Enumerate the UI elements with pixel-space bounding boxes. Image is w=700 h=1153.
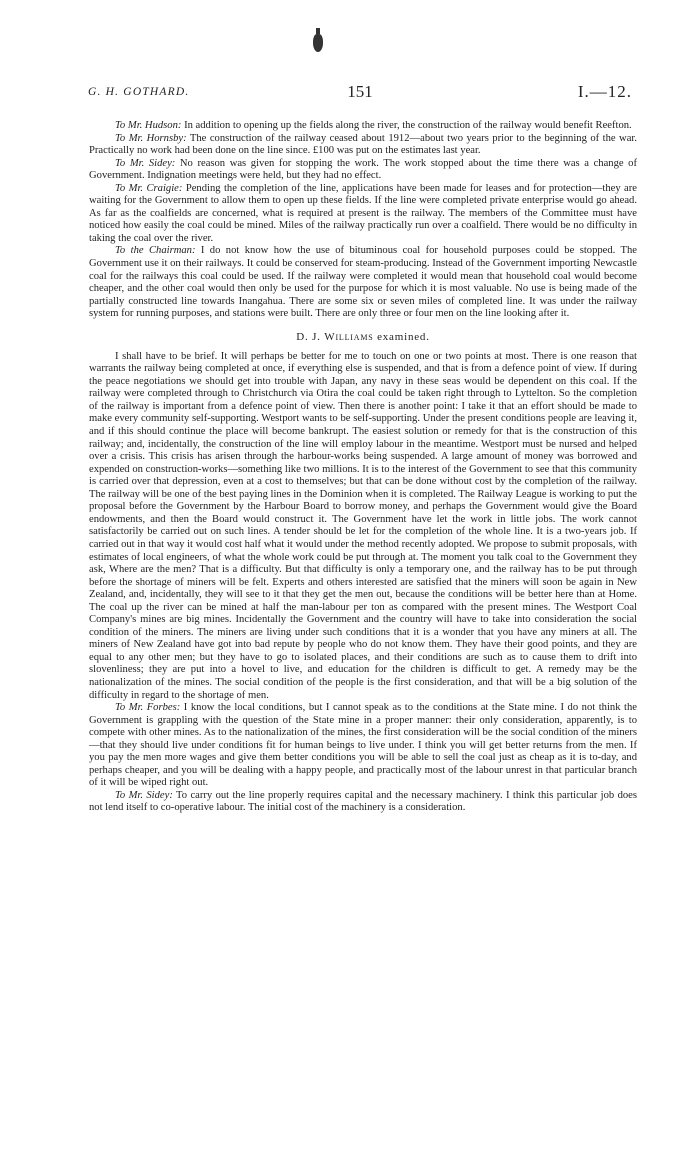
paragraph-text: In addition to opening up the fields along the river, the construction of the railway would benefit Reefton. xyxy=(181,120,632,131)
paragraph xyxy=(89,120,637,133)
paragraph-text: I shall have to be brief. It will perhaps be better for me to touch on one or two points at most. There is one reason that warrants the railway being completed at once, if everything else is suspended, and that is from a defence point of view. If during the peace negotiations we should get into trouble with Japan, any navy in these seas would be dependent on this coal. If the railway were completed through to Christchurch via Otira the coal could be taken right through to Lyttelton. So the completion of the railway is important from a defence point of view. Then there is another point: I take it that an effort should be made to make every community self-supporting. Westport wants to be self-supporting. Under the present conditions people are leaving it, and if this should continue the place will become bankrupt. The easiest solution or remedy for that is the construction of this railway; and, incidentally, the construction of the line will employ labour in the meantime. Westport must be nursed and helped over a crisis. This crisis has arisen through the harbour-works being suspended. A large amount of money was borrowed and expended on construction-works—something like two millions. It is to the interest of the Government to see that this community is carried over that depression, even at a cost to themselves; but that can be done without cost by the completion of the railway. The railway will be one of the best paying lines in the Dominion when it is completed. The Railway League is working to put the proposal before the Government by the Harbour Board to borrow money, and perhaps the Government would give the Board endowments, and then the Board would construct it. The Government have let the work in little jobs. The work cannot satisfactorily be carried out on such lines. A tender should be let for the completion of the whole line. It is a two-years job. If carried out in that way it would cost half what it would under the method recently adopted. We propose to submit proposals, with estimates of local engineers, of what the whole work could be put through at. The moment you talk coal to the Government they ask, Where are the men? That is a difficulty. But that difficulty is only a temporary one, and the railway has to be put through before the shortage of miners will be felt. Experts and others interested are satisfied that the miners will soon be again in New Zealand, and, incidentally, they will see to it that they get the men out, because the conditions will be better here than at Home. The coal up the river can be mined at half the man-labour per ton as compared with the present mines. The Westport Coal Company's mines are big mines. Incidentally the Government and the country will have to take into consideration the social condition of the miners. The miners are living under such conditions that it is a wonder that you have any miners at all. The miners of New Zealand have got into bad repute by people who do not know them. They have their good points, and they are equal to any other men; but they have to go to isolated places, and their conditions are such as to cause them to drift into slovenliness; they are put into a hovel to live, and education for the children is difficult to get. A remedy may be the nationalization of the mines. The social condition of the people is the first consideration, and that will be a big solution of the difficulty in regard to the shortage of men. xyxy=(89,350,637,701)
paragraph-text: Pending the completion of the line, applications have been made for leases and for protection—they are waiting for the Government to allow them to open up these fields. If the line were completed private enterprise would go ahead. As far as the coalfields are concerned, what is required at present is the railway. The members of the Committee must have noticed how easily the coal could be mined. Miles of the railway practically run over a coalfield. There would be no difficulty in taking the coal over the river. xyxy=(89,182,637,244)
report-reference: I.—12. xyxy=(577,82,632,101)
testimony-section-williams xyxy=(89,351,637,815)
paragraph xyxy=(89,245,637,320)
speaker-label: To Mr. Craigie: xyxy=(115,182,183,194)
witness-heading xyxy=(89,331,637,343)
paragraph-text: I know the local conditions, but I cannot speak as to the conditions at the State mine. I do not think the Government is grappling with the question of the State mine in a proper manner: their only consideration, apparently, is to compete with other mines. As to the nationalization of the mines, the first consideration will be the social condition of the miners—that they should live under conditions fit for human beings to live under. I think you will get better returns from the men. If you pay the men more wages and give them better conditions you will be able to sell the coal just as cheap as it is to-day, and perhaps cheaper, and you will be dealing with a happy people, and practically most of the labour unrest in that particular branch of it will be wiped right out. xyxy=(89,702,637,789)
page-number: 151 xyxy=(347,82,373,101)
paragraph xyxy=(89,790,637,815)
paragraph-text: I do not know how the use of bituminous coal for household purposes could be stopped. The Government use it on their railways. It could be conserved for steam-producing. Instead of the Government importing Newcastle coal for the railways this coal could be used. If the railway were completed it would mean that household coal would become cheaper, and the other coal would then only be used for the purpose for which it is most valuable. No use is being made of the partially constructed line towards Inangahua. There are some six or seven miles of completed line. It was under the railway system for running purposes, and stations were built. There are only three or four men on the line looking after it. xyxy=(89,245,637,320)
paragraph xyxy=(89,183,637,246)
paragraph xyxy=(89,158,637,183)
paragraph-text: To carry out the line properly requires capital and the necessary machinery. I think this particular job does not lend itself to co-operative labour. The initial cost of the machinery is a consideration. xyxy=(89,789,637,814)
speaker-label: To Mr. Sidey: xyxy=(115,789,173,801)
speaker-label: To the Chairman: xyxy=(115,245,196,257)
paragraph xyxy=(89,702,637,790)
speaker-label: To Mr. Forbes: xyxy=(115,702,181,714)
header-witness-name: G. H. GOTHARD. xyxy=(88,86,190,98)
speaker-label: To Mr. Hudson: xyxy=(115,120,182,131)
witness-initials: D. J. xyxy=(296,330,321,343)
witness-surname: Williams xyxy=(324,330,374,343)
paragraph xyxy=(89,133,637,158)
page-header xyxy=(88,82,632,102)
speaker-label: To Mr. Sidey: xyxy=(115,157,176,169)
witness-suffix: examined. xyxy=(377,330,430,343)
paragraph xyxy=(89,351,637,702)
paragraph-text: No reason was given for stopping the work. The work stopped about the time there was a change of Government. Indignation meetings were held, but they had no effect. xyxy=(89,157,637,182)
page-body xyxy=(89,120,637,815)
testimony-section-gothard xyxy=(89,120,637,321)
paragraph-text: The construction of the railway ceased about 1912—about two years prior to the beginning of the war. Practically no work had been done on the line since. £100 was put on the estimates last year. xyxy=(89,132,637,157)
ink-mark xyxy=(313,34,323,52)
speaker-label: To Mr. Hornsby: xyxy=(115,132,187,144)
